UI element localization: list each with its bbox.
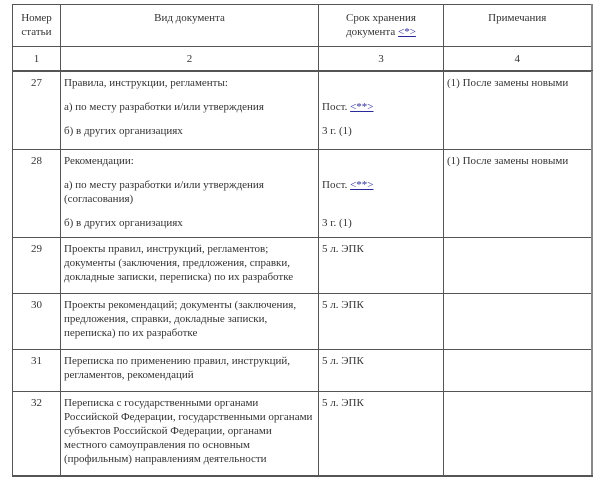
retention-term-b: 3 г. (1) <box>322 125 352 137</box>
note: (1) После замены новыми <box>444 72 592 150</box>
article-number: 27 <box>13 72 61 150</box>
article-number: 28 <box>13 150 61 238</box>
header-retention-text: Срок хранения документа <box>346 12 416 38</box>
retention-term-a: Пост. <box>322 179 348 191</box>
article-number: 30 <box>13 294 61 350</box>
retention-period <box>319 150 444 238</box>
header-row <box>13 5 592 47</box>
column-number-row <box>13 47 592 72</box>
documents-table <box>12 71 593 477</box>
header-retention-period <box>319 5 444 47</box>
document-title: Рекомендации: <box>64 155 134 167</box>
retention-period: 5 л. ЭПК <box>319 238 444 294</box>
header-document-type: Вид документа <box>61 5 319 47</box>
article-number: 32 <box>13 392 61 477</box>
document-type: Проекты рекомендаций; документы (заключения, предложения, справки, докладные записки, переписка) по их разработке <box>61 294 319 350</box>
document-type: Переписка с государственными органами Российской Федерации, государственными органами субъектов Российской Федерации, органами местного самоуправления по основным (профильным) направлениям деятельности <box>61 392 319 477</box>
retention-term-a: Пост. <box>322 101 348 113</box>
retention-period <box>319 72 444 150</box>
column-number-1: 1 <box>13 47 61 72</box>
document-subitem-b: б) в других организациях <box>64 125 183 137</box>
article-number: 31 <box>13 350 61 392</box>
note <box>444 238 592 294</box>
document-type <box>61 150 319 238</box>
document-type: Проекты правил, инструкций, регламентов; документы (заключения, предложения, справки, докладные записки, переписка) по их разработке <box>61 238 319 294</box>
retention-period: 5 л. ЭПК <box>319 294 444 350</box>
retention-term-b: 3 г. (1) <box>322 217 352 229</box>
retention-period: 5 л. ЭПК <box>319 350 444 392</box>
note <box>444 350 592 392</box>
table-row <box>13 72 592 150</box>
article-number: 29 <box>13 238 61 294</box>
table-row <box>13 392 592 477</box>
footnote-link-double-asterisk[interactable]: <**> <box>350 179 374 191</box>
document-subitem-b: б) в других организациях <box>64 217 183 229</box>
note <box>444 294 592 350</box>
document-subitem-a: а) по месту разработки и/или утверждения <box>64 101 264 113</box>
table-row <box>13 150 592 238</box>
document-title: Правила, инструкции, регламенты: <box>64 77 228 89</box>
document-subitem-a: а) по месту разработки и/или утверждения (согласования) <box>64 179 264 205</box>
note: (1) После замены новыми <box>444 150 592 238</box>
column-number-2: 2 <box>61 47 319 72</box>
table-row <box>13 350 592 392</box>
table-row <box>13 294 592 350</box>
document-type: Переписка по применению правил, инструкций, регламентов, рекомендаций <box>61 350 319 392</box>
document-type <box>61 72 319 150</box>
column-number-3: 3 <box>319 47 444 72</box>
note <box>444 392 592 477</box>
table-row <box>13 238 592 294</box>
footnote-link-double-asterisk[interactable]: <**> <box>350 101 374 113</box>
column-number-4: 4 <box>444 47 592 72</box>
header-table <box>12 4 593 72</box>
header-article-number: Номер статьи <box>13 5 61 47</box>
retention-period: 5 л. ЭПК <box>319 392 444 477</box>
header-notes: Примечания <box>444 5 592 47</box>
footnote-link-asterisk[interactable]: <*> <box>398 26 416 38</box>
